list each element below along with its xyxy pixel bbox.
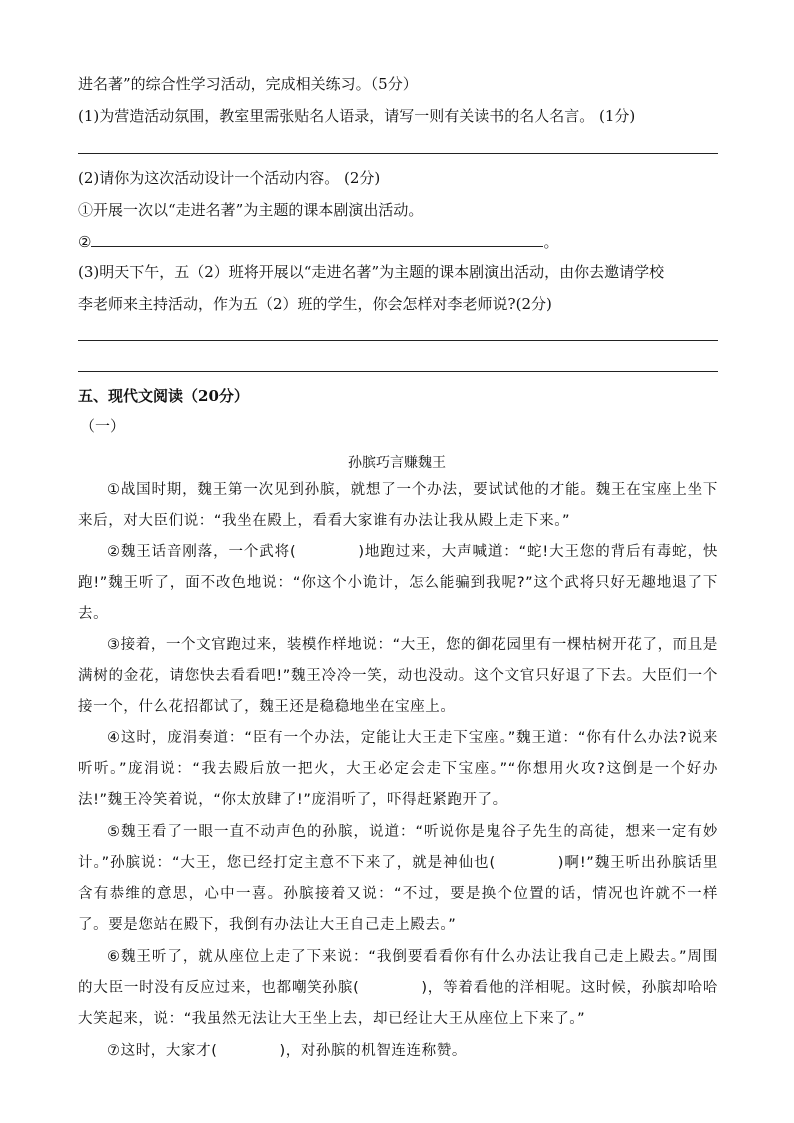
paragraph-1-text: ①战国时期，魏王第一次见到孙膑，就想了一个办法，要试试他的才能。魏王在宝座上坐下来后，对大臣们说：“我坐在殿上，看看大家谁有办法让我从殿上走下来。”: [78, 482, 718, 529]
question-1: (1)为营造活动氛围，教室里需张贴名人语录，请写一则有关读书的名人名言。 (1分): [78, 107, 636, 125]
section-heading: 五、现代文阅读（20分）: [78, 387, 249, 405]
paragraph-7: [78, 1036, 718, 1067]
paragraph-6-text-after: )，等着看他的洋相呢。这时候，孙膑却哈哈大笑起来，说：“我虽然无法让大王坐上去，却已经让大王从座位上下来了。”: [78, 980, 718, 1027]
paragraph-6: [78, 942, 718, 1035]
paragraph-2: [78, 537, 718, 630]
answer-line-1[interactable]: [78, 153, 718, 154]
paragraph-2-text-after: )地跑过来，大声喊道：“蛇!大王您的背后有毒蛇，快跑!”魏王听了，面不改色地说：“你这个小诡计，怎么能骗到我呢?”这个武将只好无趣地退了下去。: [78, 544, 718, 622]
paragraph-3-text: ③接着，一个文官跑过来，装模作样地说：“大王，您的御花园里有一棵枯树开花了，而且是满树的金花，请您快去看看吧!”魏王冷冷一笑，动也没动。这个文官只好退了下去。大臣们一个接一个，什么花招都试了，魏王还是稳稳地坐在宝座上。: [78, 637, 718, 715]
paragraph-4-text: ④这时，庞涓奏道：“臣有一个办法，定能让大王走下宝座。”魏王道：“你有什么办法?说来听听。”庞涓说：“我去殿后放一把火，大王必定会走下宝座。”“你想用火攻?这倒是一个好办法!”魏王冷笑着说，“你太放肆了!”庞涓听了，吓得赶紧跑开了。: [78, 730, 718, 808]
paragraph-1: [78, 475, 718, 537]
answer-line-3b[interactable]: [78, 371, 718, 372]
answer-blank-2[interactable]: [91, 230, 543, 247]
answer-line-3a[interactable]: [78, 340, 718, 341]
paragraph-3: [78, 630, 718, 723]
paragraph-5-text-after: )啊!”魏王听出孙膑话里含有恭维的意思，心中一喜。孙膑接着又说：“不过，要是换个位置的话，情况也许就不一样了。要是您站在殿下，我倒有办法让大王自己走上殿去。”: [78, 855, 718, 933]
question-2-item-2: [78, 230, 558, 252]
question-3-line-2: 李老师来主持活动，作为五（2）班的学生，你会怎样对李老师说?(2分): [78, 295, 552, 313]
paragraph-2-text-before: ②魏王话音刚落，一个武将(: [107, 544, 297, 560]
question-2-item-1: ①开展一次以“走进名著”为主题的课本剧演出活动。: [78, 201, 424, 219]
paragraph-5-text-before: ⑤魏王看了一眼一直不动声色的孙膑，说道：“听说你是鬼谷子先生的高徒，想来一定有妙计。”孙膑说：“大王，您已经打定主意不下来了，就是神仙也(: [78, 824, 718, 871]
item-2-end: 。: [543, 233, 559, 251]
section-sub: （一）: [80, 417, 126, 435]
question-2: (2)请你为这次活动设计一个活动内容。 (2分): [78, 169, 381, 187]
paragraph-7-text-after: )，对孙膑的机智连连称赞。: [279, 1043, 467, 1059]
question-3-line-1: (3)明天下午，五（2）班将开展以“走进名著”为主题的课本剧演出活动，由你去邀请学校: [78, 263, 665, 281]
article-title: 孙膑巧言赚魏王: [348, 455, 446, 471]
item-2-marker: ②: [78, 233, 92, 251]
paragraph-4: [78, 723, 718, 816]
exercise-intro: 进名著”的综合性学习活动，完成相关练习。（5分）: [78, 75, 418, 93]
paragraph-7-text-before: ⑦这时，大家才(: [107, 1043, 218, 1059]
paragraph-5: [78, 817, 718, 941]
paragraph-6-text-before: ⑥魏王听了，就从座位上走了下来说：“我倒要看看你有什么办法让我自己走上殿去。”周围的大臣一时没有反应过来，也都嘲笑孙膑(: [78, 949, 718, 996]
